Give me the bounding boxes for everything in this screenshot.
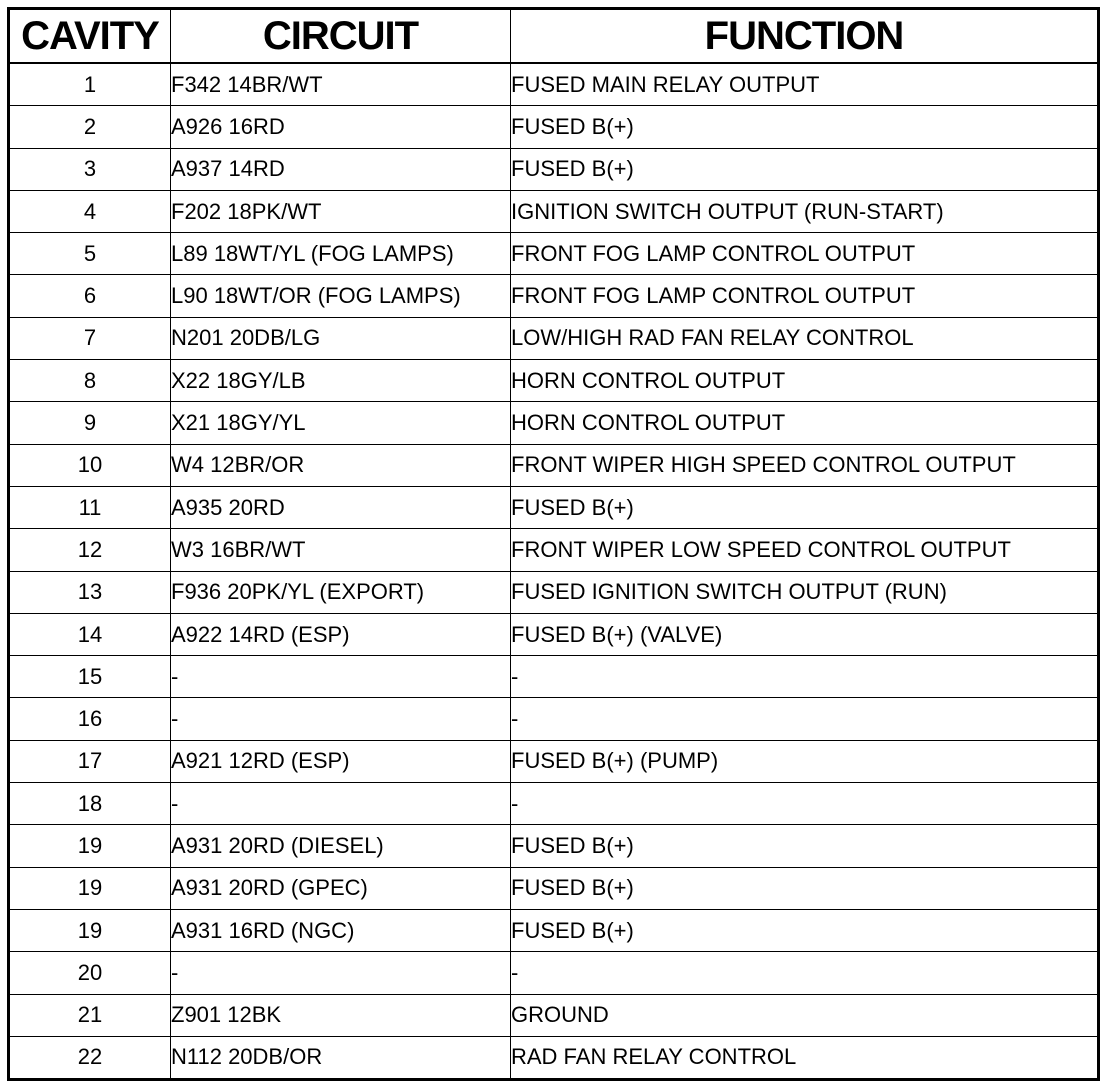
circuit-cell: X21 18GY/YL xyxy=(171,402,511,444)
function-cell: FUSED B(+) xyxy=(511,486,1099,528)
function-cell: - xyxy=(511,698,1099,740)
circuit-cell: A935 20RD xyxy=(171,486,511,528)
circuit-cell: N201 20DB/LG xyxy=(171,317,511,359)
table-row xyxy=(9,63,1099,106)
circuit-cell: - xyxy=(171,952,511,994)
circuit-cell: - xyxy=(171,783,511,825)
function-cell: FUSED B(+) xyxy=(511,106,1099,148)
function-cell: FUSED B(+) (VALVE) xyxy=(511,613,1099,655)
function-cell: FUSED IGNITION SWITCH OUTPUT (RUN) xyxy=(511,571,1099,613)
table-row xyxy=(9,825,1099,867)
function-cell: GROUND xyxy=(511,994,1099,1036)
cavity-cell: 1 xyxy=(9,63,171,106)
cavity-cell: 19 xyxy=(9,825,171,867)
circuit-cell: L89 18WT/YL (FOG LAMPS) xyxy=(171,233,511,275)
function-cell: FRONT FOG LAMP CONTROL OUTPUT xyxy=(511,233,1099,275)
cavity-cell: 10 xyxy=(9,444,171,486)
table-row xyxy=(9,571,1099,613)
circuit-cell: Z901 12BK xyxy=(171,994,511,1036)
cavity-cell: 7 xyxy=(9,317,171,359)
cavity-cell: 5 xyxy=(9,233,171,275)
cavity-cell: 19 xyxy=(9,867,171,909)
function-cell: LOW/HIGH RAD FAN RELAY CONTROL xyxy=(511,317,1099,359)
cavity-cell: 21 xyxy=(9,994,171,1036)
circuit-cell: L90 18WT/OR (FOG LAMPS) xyxy=(171,275,511,317)
circuit-cell: A931 20RD (GPEC) xyxy=(171,867,511,909)
table-row xyxy=(9,994,1099,1036)
function-cell: FUSED MAIN RELAY OUTPUT xyxy=(511,63,1099,106)
circuit-cell: X22 18GY/LB xyxy=(171,360,511,402)
table-row xyxy=(9,698,1099,740)
function-cell: - xyxy=(511,783,1099,825)
circuit-cell: F936 20PK/YL (EXPORT) xyxy=(171,571,511,613)
function-cell: HORN CONTROL OUTPUT xyxy=(511,402,1099,444)
table-row xyxy=(9,486,1099,528)
cavity-cell: 16 xyxy=(9,698,171,740)
circuit-cell: N112 20DB/OR xyxy=(171,1036,511,1079)
function-cell: - xyxy=(511,656,1099,698)
table-row xyxy=(9,529,1099,571)
table-row xyxy=(9,402,1099,444)
table-row xyxy=(9,106,1099,148)
table-row xyxy=(9,909,1099,951)
circuit-cell: A931 16RD (NGC) xyxy=(171,909,511,951)
cavity-cell: 12 xyxy=(9,529,171,571)
cavity-cell: 8 xyxy=(9,360,171,402)
function-cell: IGNITION SWITCH OUTPUT (RUN-START) xyxy=(511,190,1099,232)
function-cell: FRONT WIPER LOW SPEED CONTROL OUTPUT xyxy=(511,529,1099,571)
cavity-cell: 19 xyxy=(9,909,171,951)
cavity-cell: 11 xyxy=(9,486,171,528)
cavity-cell: 20 xyxy=(9,952,171,994)
table-row xyxy=(9,444,1099,486)
table-row xyxy=(9,275,1099,317)
table-row xyxy=(9,656,1099,698)
cavity-cell: 18 xyxy=(9,783,171,825)
table-row xyxy=(9,740,1099,782)
function-cell: FRONT WIPER HIGH SPEED CONTROL OUTPUT xyxy=(511,444,1099,486)
cavity-cell: 22 xyxy=(9,1036,171,1079)
table-row xyxy=(9,148,1099,190)
header-function: FUNCTION xyxy=(511,9,1099,64)
cavity-cell: 15 xyxy=(9,656,171,698)
cavity-cell: 2 xyxy=(9,106,171,148)
table-row xyxy=(9,317,1099,359)
cavity-cell: 9 xyxy=(9,402,171,444)
table-row xyxy=(9,783,1099,825)
table-row xyxy=(9,233,1099,275)
cavity-cell: 13 xyxy=(9,571,171,613)
connector-pinout-table xyxy=(7,7,1100,1081)
function-cell: FUSED B(+) xyxy=(511,148,1099,190)
table-row xyxy=(9,613,1099,655)
circuit-cell: F202 18PK/WT xyxy=(171,190,511,232)
function-cell: FUSED B(+) xyxy=(511,867,1099,909)
cavity-cell: 14 xyxy=(9,613,171,655)
circuit-cell: W4 12BR/OR xyxy=(171,444,511,486)
function-cell: FUSED B(+) (PUMP) xyxy=(511,740,1099,782)
circuit-cell: A931 20RD (DIESEL) xyxy=(171,825,511,867)
circuit-cell: A926 16RD xyxy=(171,106,511,148)
function-cell: FUSED B(+) xyxy=(511,909,1099,951)
circuit-cell: F342 14BR/WT xyxy=(171,63,511,106)
cavity-cell: 17 xyxy=(9,740,171,782)
table-row xyxy=(9,952,1099,994)
header-row xyxy=(9,9,1099,64)
table-row xyxy=(9,360,1099,402)
header-circuit: CIRCUIT xyxy=(171,9,511,64)
circuit-cell: A921 12RD (ESP) xyxy=(171,740,511,782)
function-cell: FUSED B(+) xyxy=(511,825,1099,867)
circuit-cell: W3 16BR/WT xyxy=(171,529,511,571)
circuit-cell: - xyxy=(171,656,511,698)
circuit-cell: - xyxy=(171,698,511,740)
header-cavity: CAVITY xyxy=(9,9,171,64)
cavity-cell: 3 xyxy=(9,148,171,190)
table-row xyxy=(9,190,1099,232)
cavity-cell: 6 xyxy=(9,275,171,317)
function-cell: HORN CONTROL OUTPUT xyxy=(511,360,1099,402)
table-row xyxy=(9,867,1099,909)
function-cell: FRONT FOG LAMP CONTROL OUTPUT xyxy=(511,275,1099,317)
function-cell: - xyxy=(511,952,1099,994)
circuit-cell: A922 14RD (ESP) xyxy=(171,613,511,655)
function-cell: RAD FAN RELAY CONTROL xyxy=(511,1036,1099,1079)
circuit-cell: A937 14RD xyxy=(171,148,511,190)
table-row xyxy=(9,1036,1099,1079)
cavity-cell: 4 xyxy=(9,190,171,232)
